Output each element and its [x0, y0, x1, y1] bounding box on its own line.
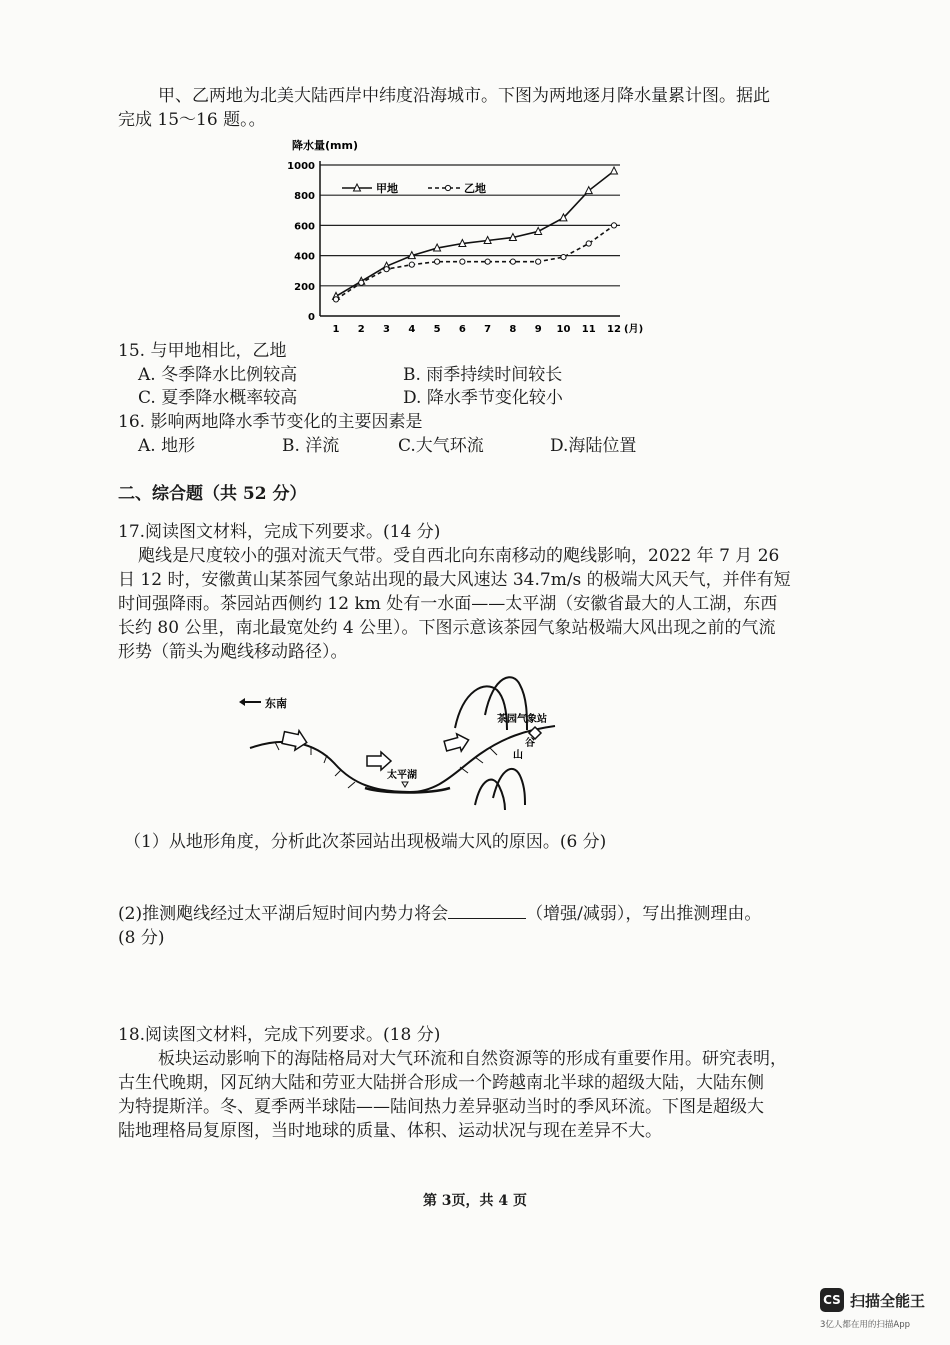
y-tick-label: 200 [294, 281, 315, 293]
movement-arrow-3-icon [443, 731, 471, 755]
q17-sub-question-1: （1）从地形角度，分析此次茶园站出现极端大风的原因。(6 分) [124, 832, 607, 852]
q15-stem: 15. 与甲地相比，乙地 [118, 341, 287, 361]
series-1-point [585, 187, 592, 194]
x-tick-label: 1 [332, 324, 340, 335]
q17-sub-question-2 [118, 902, 761, 926]
y-tick-label: 1000 [287, 161, 315, 172]
q15-option-a: A. 冬季降水比例较高 [138, 365, 298, 385]
legend-marker-2 [445, 185, 450, 190]
q16-option-b: B. 洋流 [282, 436, 340, 456]
x-tick-label: 5 [433, 324, 441, 335]
q17-sub2-text-before: (2)推测飑线经过太平湖后短时间内势力将会 [118, 904, 449, 924]
x-tick-label: 6 [458, 324, 466, 335]
q17-para-line-3: 时间强降雨。茶园站西侧约 12 km 处有一水面——太平湖（安徽省最大的人工湖，东西 [118, 594, 778, 614]
series-1-point [611, 167, 618, 174]
legend-arrow-icon [239, 698, 261, 706]
q17-para-line-2: 日 12 时，安徽黄山某茶园气象站出现的最大风速达 34.7m/s 的极端大风天气，并伴有短 [118, 570, 791, 590]
series-2-point [333, 297, 338, 302]
x-tick-label: 12 [607, 324, 621, 335]
x-tick-label: 3 [383, 324, 391, 335]
q18-para-line-4: 陆地理格局复原图，当时地球的质量、体积、运动状况与现在差异不大。 [118, 1121, 662, 1141]
series-line-2 [336, 225, 614, 299]
q16-option-a: A. 地形 [138, 436, 196, 456]
q15-option-b: B. 雨季持续时间较长 [403, 365, 563, 385]
series-2-point [384, 267, 389, 272]
scanner-watermark [820, 1288, 945, 1338]
q16-option-d: D.海陆位置 [550, 436, 637, 456]
cloud-lower-left-icon [475, 780, 505, 810]
legend-label-1: 甲地 [376, 182, 398, 195]
q18-para-line-3: 为特提斯洋。冬、夏季两半球陆——陆间热力差异驱动当时的季风环流。下图是超级大 [118, 1097, 764, 1117]
q15-option-c: C. 夏季降水概率较高 [138, 388, 298, 408]
valley-label-2: 谷 [525, 738, 535, 749]
series-2-point [536, 259, 541, 264]
cloud-lower-right-icon [493, 769, 525, 805]
q15-option-d: D. 降水季节变化较小 [403, 388, 563, 408]
q17-para-line-4: 长约 80 公里，南北最宽处约 4 公里）。下图示意该茶园气象站极端大风出现之前的气流 [118, 618, 776, 638]
q17-sub2-text-after: （增强/减弱），写出推测理由。 [526, 904, 762, 924]
x-axis-label: (月) [624, 324, 644, 335]
x-tick-label: 2 [357, 324, 365, 335]
valley-label-1: 山 [513, 750, 523, 761]
series-2-point [561, 255, 566, 260]
q18-stem: 18.阅读图文材料，完成下列要求。(18 分) [118, 1025, 441, 1045]
squall-line-diagram [235, 670, 575, 835]
page-footer: 第 3页，共 4 页 [422, 1193, 528, 1209]
x-tick-label: 8 [509, 324, 517, 335]
series-2-point [611, 223, 616, 228]
q17-para-line-1: 飑线是尺度较小的强对流天气带。受自西北向东南移动的飑线影响，2022 年 7 月 26 [138, 546, 780, 566]
camscanner-logo-icon: CS [820, 1288, 844, 1312]
q17-sub2-score: (8 分) [118, 928, 165, 948]
intro-line-1: 甲、乙两地为北美大陆西岸中纬度沿海城市。下图为两地逐月降水量累计图。据此 [158, 86, 770, 106]
q18-para-line-1: 板块运动影响下的海陆格局对大气环流和自然资源等的形成有重要作用。研究表明， [158, 1049, 787, 1069]
watermark-tagline: 3亿人都在用的扫描App [820, 1320, 911, 1330]
legend-label-2: 乙地 [464, 182, 486, 195]
series-2-point [434, 259, 439, 264]
water-level-icon [402, 782, 408, 787]
movement-arrow-2-icon [367, 752, 391, 770]
q17-answer-blank[interactable] [448, 902, 526, 919]
y-tick-label: 600 [294, 221, 315, 233]
y-tick-label: 0 [308, 312, 315, 323]
series-2-point [460, 259, 465, 264]
series-2-point [359, 280, 364, 285]
station-label: 茶园气象站 [497, 714, 547, 725]
series-2-point [586, 241, 591, 246]
section-2-title: 二、综合题（共 52 分） [118, 484, 307, 504]
intro-line-2: 完成 15～16 题。。 [118, 110, 266, 130]
series-2-point [409, 262, 414, 267]
watermark-app-name: 扫描全能王 [850, 1292, 926, 1310]
movement-arrow-1-icon [281, 728, 309, 753]
x-tick-label: 4 [408, 324, 416, 335]
q16-option-c: C.大气环流 [398, 436, 484, 456]
x-tick-label: 10 [556, 324, 571, 335]
series-2-point [510, 259, 515, 264]
q18-para-line-2: 古生代晚期，冈瓦纳大陆和劳亚大陆拼合形成一个跨越南北半球的超级大陆，大陆东侧 [118, 1073, 764, 1093]
x-tick-label: 7 [484, 324, 492, 335]
series-2-point [485, 259, 490, 264]
chart-canvas [280, 133, 660, 343]
x-tick-label: 11 [581, 324, 596, 335]
y-tick-label: 800 [294, 191, 315, 203]
x-tick-label: 9 [534, 324, 542, 335]
y-axis-label: 降水量(mm) [292, 139, 358, 152]
lake-label: 太平湖 [387, 770, 417, 781]
precipitation-chart [280, 133, 660, 343]
q17-stem: 17.阅读图文材料，完成下列要求。(14 分) [118, 522, 441, 542]
q17-para-line-5: 形势（箭头为飑线移动路径）。 [118, 642, 348, 662]
legend-label: 东南 [265, 697, 287, 710]
q16-stem: 16. 影响两地降水季节变化的主要因素是 [118, 412, 423, 432]
y-tick-label: 400 [294, 251, 315, 263]
